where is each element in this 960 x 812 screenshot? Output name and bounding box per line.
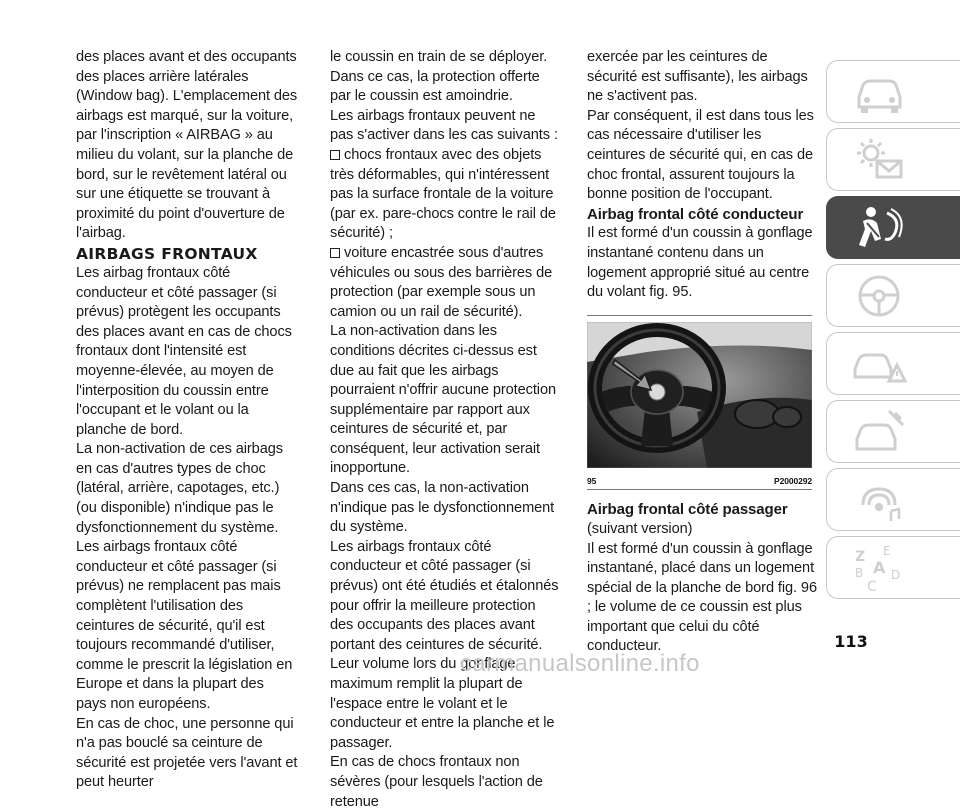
tab-car-overview[interactable] <box>826 60 960 123</box>
bullet-text: voiture encastrée sous d'autres véhicules ou sous des barrières de protection (par exemple sous un camion ou un rail de sécurité). <box>330 244 553 320</box>
paragraph: La non-activation dans les conditions décrites ci-dessus est due au fait que les airbags pourraient n'offrir aucune protection supplémentaire par rapport aux ceintures de sécurité et, par conséquent, leur activation serait inopportune. <box>330 323 556 477</box>
paragraph: Dans ces cas, la non-activation n'indique pas le dysfonctionnement du système. <box>330 480 555 536</box>
subheading-passenger-airbag: Airbag frontal côté passager <box>587 501 788 519</box>
section-heading: AIRBAGS FRONTAUX <box>76 244 258 263</box>
page-number: 113 <box>834 632 868 651</box>
bullet-square-icon <box>330 248 340 258</box>
paragraph: Les airbags frontaux côté conducteur et côté passager (si prévus) ne remplacent pas mais complètent l'utilisation des ceintures de sécurité, qu'il est toujours recommandé d'utiliser, comme le prescrit la législation en Europe et dans la plupart des pays non européens. <box>76 539 293 712</box>
watermark: carmanualsonline.info <box>460 650 700 677</box>
figure-number: 95 <box>587 476 597 487</box>
svg-text:Z: Z <box>855 549 866 565</box>
subheading-driver-airbag: Airbag frontal côté conducteur <box>587 205 804 223</box>
svg-text:B: B <box>855 566 864 580</box>
paragraph: (suivant version) <box>587 520 693 537</box>
text-column-2 <box>330 48 562 812</box>
tab-emergency[interactable] <box>826 332 960 395</box>
paragraph: Il est formé d'un coussin à gonflage instantané, placé dans un logement spécial de la planche de bord fig. 96 ; le volume de ce coussin est plus important que celui du côté conducteur. <box>587 540 817 655</box>
steering-wheel-photo <box>587 322 812 468</box>
tab-maintenance[interactable] <box>826 400 960 463</box>
bullet-item <box>330 146 562 244</box>
figure-95 <box>587 315 812 491</box>
paragraph: Il est formé d'un coussin à gonflage instantané contenu dans un logement approprié situé au centre du volant fig. 95. <box>587 225 813 301</box>
paragraph: Les airbag frontaux côté conducteur et côté passager (si prévus) protègent les occupants des places avant en cas de chocs frontaux dont l'intensité est moyenne-élevée, au moyen de l'interposition du coussin entre l'occupant et le volant ou la planche de bord. <box>76 264 292 438</box>
chapter-sidebar <box>826 60 960 620</box>
bullet-square-icon <box>330 150 340 160</box>
tab-starting-driving[interactable] <box>826 264 960 327</box>
svg-text:D: D <box>891 568 901 582</box>
paragraph: La non-activation de ces airbags en cas d'autres types de choc (latéral, arrière, capotages, etc.) (ou disponible) n'indique pas le dysfonctionnement du système. <box>76 441 283 536</box>
starting-driving-icon <box>851 271 907 321</box>
car-overview-icon <box>851 67 907 117</box>
figure-caption <box>587 475 812 487</box>
paragraph: des places avant et des occupants des places arrière latérales (Window bag). L'emplacement des airbags est marqué, sur la voiture, par l'inscription « AIRBAG » au milieu du volant, sur la planche de bord, sur le revêtement latéral ou sur une étiquette se trouvant à proximité du point d'ouverture de l'airbag. <box>76 49 298 242</box>
figure-rule <box>587 315 812 316</box>
tab-warning-lights[interactable] <box>826 128 960 191</box>
svg-text:E: E <box>883 544 891 558</box>
warning-lights-icon <box>851 135 907 185</box>
paragraph: Les airbags frontaux peuvent ne pas s'activer dans les cas suivants : <box>330 107 558 144</box>
paragraph: exercée par les ceintures de sécurité est suffisante), les airbags ne s'activent pas. <box>587 49 808 105</box>
svg-text:C: C <box>867 579 877 593</box>
bullet-text: chocs frontaux avec des objets très déformables, qui n'intéressent pas la surface frontale de la voiture (par ex. pare-chocs contre le rail de sécurité) ; <box>330 146 556 242</box>
paragraph: Les airbags frontaux côté conducteur et côté passager (si prévus) ont été étudiés et étalonnés pour offrir la meilleure protection des occupants des places avant portant des ceintures de sécurité. Leur volume lors du gonflage maximum remplit la plupart de l'espace entre le volant et le conducteur et entre la planche et le passager. <box>330 538 559 751</box>
text-column-3 <box>587 48 817 657</box>
index-icon <box>851 543 907 593</box>
multimedia-icon <box>851 475 907 525</box>
tab-safety[interactable] <box>826 196 960 259</box>
emergency-icon <box>851 339 907 389</box>
bullet-item <box>330 244 562 322</box>
svg-text:A: A <box>873 558 886 577</box>
text-column-1 <box>76 48 298 793</box>
paragraph: En cas de chocs frontaux non sévères (pour lesquels l'action de retenue <box>330 754 543 810</box>
safety-airbag-icon <box>851 203 907 253</box>
paragraph: le coussin en train de se déployer. Dans ce cas, la protection offerte par le coussin est amoindrie. <box>330 49 548 105</box>
figure-code: P2000292 <box>774 476 812 487</box>
maintenance-icon <box>851 407 907 457</box>
paragraph: En cas de choc, une personne qui n'a pas bouclé sa ceinture de sécurité est projetée vers l'avant et peut heurter <box>76 715 298 791</box>
paragraph: Par conséquent, il est dans tous les cas nécessaire d'utiliser les ceintures de sécurité qui, en cas de choc frontal, assurent toujours la bonne position de l'occupant. <box>587 107 814 203</box>
tab-multimedia[interactable] <box>826 468 960 531</box>
tab-index[interactable] <box>826 536 960 599</box>
